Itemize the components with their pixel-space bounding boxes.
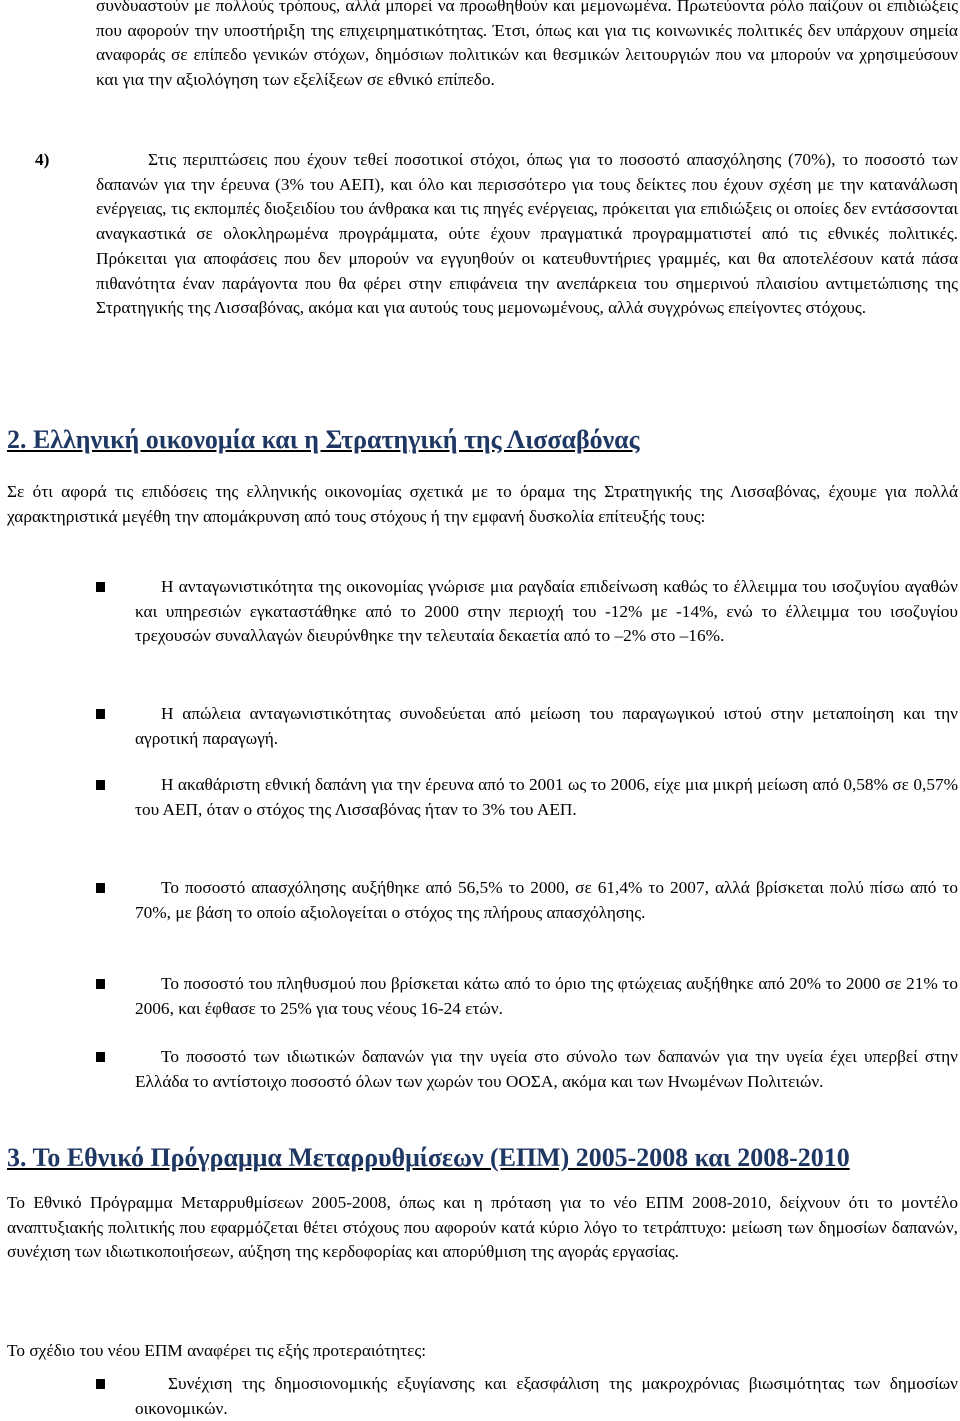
item-text: Στις περιπτώσεις που έχουν τεθεί ποσοτικοί στόχοι, όπως για το ποσοστό απασχόλησης (70%), το ποσοστό των δαπανών για την έρευνα (3% του ΑΕΠ), και όλο και περισσότερο για τους δείκτες που έχουν σχέση με την κατανάλωση ενέργειας, τις εκπομπές διοξειδίου του άνθρακα και τις πηγές ενέργειας, πρόκειται για επιδιώξεις οι οποίες δεν εντάσσονται αναγκαστικά σε ολοκληρωμένα προγράμματα, ούτε έχουν πραγματικά προγραμματιστεί από τις εθνικές πολιτικές. Πρόκειται για αποφάσεις που δεν μπορούν να εγγυηθούν οι κατευθυντήριες γραμμές, και θα αποτελέσουν κατά πάσα πιθανότητα έναν παράγοντα που θα φέρει στην επιφάνεια την ανεπάρκεια του σημερινού πλαισίου αντιμετώπισης της Στρατηγικής της Λισσαβόνας, ακόμα και για αυτούς τους μεμονωμένους, αλλά συγχρόνως επείγοντες στόχους. xyxy=(96,150,958,318)
bullet-item xyxy=(96,1045,958,1094)
section-2-heading: 2. Ελληνική οικονομία και η Στρατηγική της Λισσαβόνας xyxy=(7,425,640,454)
bullet-item xyxy=(96,1372,958,1421)
square-bullet-icon xyxy=(96,1379,105,1389)
section-3-paragraph: Το Εθνικό Πρόγραμμα Μεταρρυθμίσεων 2005-2008, όπως και η πρόταση για το νέο ΕΠΜ 2008-2010, δείχνουν ότι το μοντέλο αναπτυξιακής πολιτικής που εφαρμόζεται θέτει στόχους που αφορούν κατά κύριο λόγο το τετράπτυχο: μείωση των δημοσίων δαπανών, συνέχιση των ιδιωτικοποιήσεων, αύξηση της κερδοφορίας και απορύθμιση της αγοράς εργασίας. xyxy=(7,1193,958,1262)
bullet-text: Η απώλεια ανταγωνιστικότητας συνοδεύεται από μείωση του παραγωγικού ιστού στην μεταποίηση και την αγροτική παραγωγή. xyxy=(135,704,958,748)
bullet-item xyxy=(96,773,958,822)
bullet-text: Το ποσοστό των ιδιωτικών δαπανών για την υγεία στο σύνολο των δαπανών για την υγεία έχει υπερβεί στην Ελλάδα το αντίστοιχο ποσοστό όλων των χωρών του ΟΟΣΑ, ακόμα και των Ηνωμένων Πολιτειών. xyxy=(135,1047,958,1091)
bullet-text: Συνέχιση της δημοσιονομικής εξυγίανσης και εξασφάλιση της μακροχρόνιας βιωσιμότητας των δημοσίων οικονομικών. xyxy=(135,1374,958,1418)
item-number: 4) xyxy=(35,150,50,169)
priorities-intro: Το σχέδιο του νέου ΕΠΜ αναφέρει τις εξής προτεραιότητες: xyxy=(7,1341,427,1361)
square-bullet-icon xyxy=(96,979,105,989)
bullet-text: Η ακαθάριστη εθνική δαπάνη για την έρευνα από το 2001 ως το 2006, είχε μια μικρή μείωση από 0,58% σε 0,57% του ΑΕΠ, όταν ο στόχος της Λισσαβόνας ήταν το 3% του ΑΕΠ. xyxy=(135,775,958,819)
bullet-item xyxy=(96,876,958,925)
bullet-item xyxy=(96,702,958,751)
square-bullet-icon xyxy=(96,709,105,719)
bullet-item xyxy=(96,575,958,649)
square-bullet-icon xyxy=(96,582,105,592)
bullet-item xyxy=(96,972,958,1021)
square-bullet-icon xyxy=(96,780,105,790)
numbered-item-4 xyxy=(35,148,958,321)
square-bullet-icon xyxy=(96,883,105,893)
bullet-text: Το ποσοστό του πληθυσμού που βρίσκεται κάτω από το όριο της φτώχειας αυξήθηκε από 20% το 2000 σε 21% το 2006, και έφθασε το 25% για τους νέους 16-24 ετών. xyxy=(135,974,958,1018)
square-bullet-icon xyxy=(96,1052,105,1062)
section-2-paragraph: Σε ότι αφορά τις επιδόσεις της ελληνικής οικονομίας σχετικά με το όραμα της Στρατηγικής της Λισσαβόνας, έχουμε για πολλά χαρακτηριστικά μεγέθη την απομάκρυνση από τους στόχους ή την εμφανή δυσκολία επίτευξής τους: xyxy=(7,482,958,526)
intro-paragraph: συνδυαστούν με πολλούς τρόπους, αλλά μπορεί να προωθηθούν και μεμονωμένα. Πρωτεύοντα ρόλο παίζουν οι επιδιώξεις που αφορούν την υποστήριξη της επιχειρηματικότητας. Έτσι, όπως και για τις κοινωνικές πολιτικές δεν υπάρχουν σημεία αναφοράς σε επίπεδο γενικών στόχων, δημόσιων πολιτικών και θεσμικών λειτουργιών που να μπορούν να χρησιμεύσουν και για την αξιολόγηση των εξελίξεων σε εθνικό επίπεδο. xyxy=(96,0,958,90)
bullet-text: Το ποσοστό απασχόλησης αυξήθηκε από 56,5% το 2000, σε 61,4% το 2007, αλλά βρίσκεται πολύ πίσω από το 70%, με βάση το οποίο αξιολογείται ο στόχος της πλήρους απασχόλησης. xyxy=(135,878,958,922)
section-3-heading: 3. Το Εθνικό Πρόγραμμα Μεταρρυθμίσεων (ΕΠΜ) 2005-2008 και 2008-2010 xyxy=(7,1143,850,1172)
bullet-text: Η ανταγωνιστικότητα της οικονομίας γνώρισε μια ραγδαία επιδείνωση καθώς το έλλειμμα του ισοζυγίου αγαθών και υπηρεσιών εγκαταστάθηκε από το 2000 στην περιοχή του -12% με -14%, ενώ το έλλειμμα του ισοζυγίου τρεχουσών συναλλαγών διευρύνθηκε την τελευταία δεκαετία από το –2% στο –16%. xyxy=(135,577,958,646)
